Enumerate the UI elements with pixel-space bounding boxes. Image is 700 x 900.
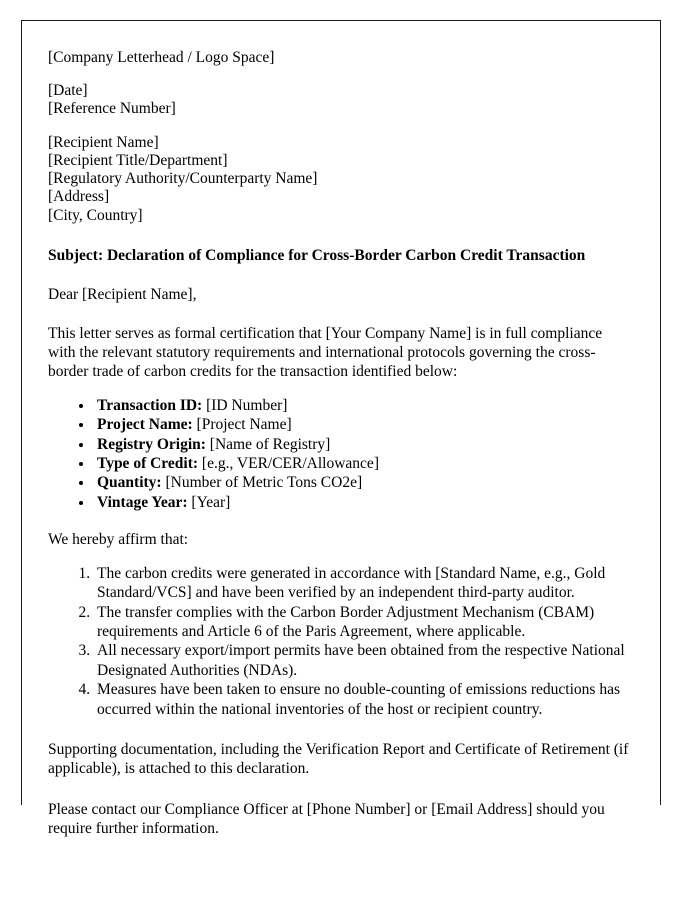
supporting-documentation-paragraph: Supporting documentation, including the Verification Report and Certificate of Retirement (if applicable), is attached to this declaration. — [48, 741, 629, 778]
spacer-after-meta — [48, 119, 631, 134]
document-meta-block — [48, 82, 631, 118]
detail-label: Project Name: — [97, 416, 193, 434]
letterhead-placeholder: [Company Letterhead / Logo Space] — [48, 49, 275, 66]
affirmations-list — [48, 564, 631, 719]
detail-label: Quantity: — [97, 474, 162, 492]
spacer-after-letterhead — [48, 67, 631, 82]
list-item: 3. All necessary export/import permits have been obtained from the respective National Designated Authorities (NDAs). — [94, 641, 631, 680]
transaction-details-list — [48, 396, 631, 512]
date-line: [Date] — [48, 82, 88, 100]
detail-label: Type of Credit: — [97, 455, 199, 472]
intro-paragraph: This letter serves as formal certification that [Your Company Name] is in full compliance with the relevant statutory requirements and international protocols governing the cross-border trade of carbon credits for the transaction identified below: — [48, 324, 603, 381]
detail-label: Registry Origin: — [97, 435, 206, 453]
recipient-address-block — [48, 134, 631, 225]
detail-value: [Year] — [191, 493, 231, 511]
list-item — [94, 493, 631, 512]
list-item — [94, 473, 631, 492]
list-item — [94, 415, 631, 434]
list-item — [94, 396, 631, 415]
list-item — [94, 454, 631, 473]
detail-value: [Name of Registry] — [209, 435, 331, 453]
list-item: 2. The transfer complies with the Carbon Border Adjustment Mechanism (CBAM) requirements and Article 6 of the Paris Agreement, where applicable. — [94, 603, 631, 642]
detail-value: [e.g., VER/CER/Allowance] — [201, 455, 379, 472]
subject-line: Subject: Declaration of Compliance for Cross-Border Carbon Credit Transaction — [48, 246, 586, 264]
recipient-address-line: [Address] — [48, 188, 110, 206]
detail-value: [Project Name] — [196, 416, 292, 434]
list-item — [94, 435, 631, 454]
reference-number-line: [Reference Number] — [48, 100, 176, 118]
document-page — [21, 20, 661, 837]
detail-value: [ID Number] — [206, 396, 288, 414]
detail-value: [Number of Metric Tons CO2e] — [165, 474, 363, 492]
recipient-city-country-line: [City, Country] — [48, 206, 143, 224]
detail-label: Transaction ID: — [97, 396, 203, 414]
list-item: 1. The carbon credits were generated in accordance with [Standard Name, e.g., Gold Standard/VCS] and have been verified by an independent third-party auditor. — [94, 564, 631, 603]
list-item: 4. Measures have been taken to ensure no double-counting of emissions reductions has occurred within the national inventories of the host or recipient country. — [94, 680, 631, 719]
affirmation-intro: We hereby affirm that: — [48, 531, 189, 549]
contact-paragraph: Please contact our Compliance Officer at [Phone Number] or [Email Address] should you require further information. — [48, 800, 605, 837]
recipient-name-line: [Recipient Name] — [48, 133, 159, 151]
recipient-title-line: [Recipient Title/Department] — [48, 151, 228, 169]
recipient-authority-line: [Regulatory Authority/Counterparty Name] — [48, 170, 318, 188]
detail-label: Vintage Year: — [97, 493, 188, 511]
salutation: Dear [Recipient Name], — [48, 286, 197, 304]
document-body — [48, 49, 631, 838]
